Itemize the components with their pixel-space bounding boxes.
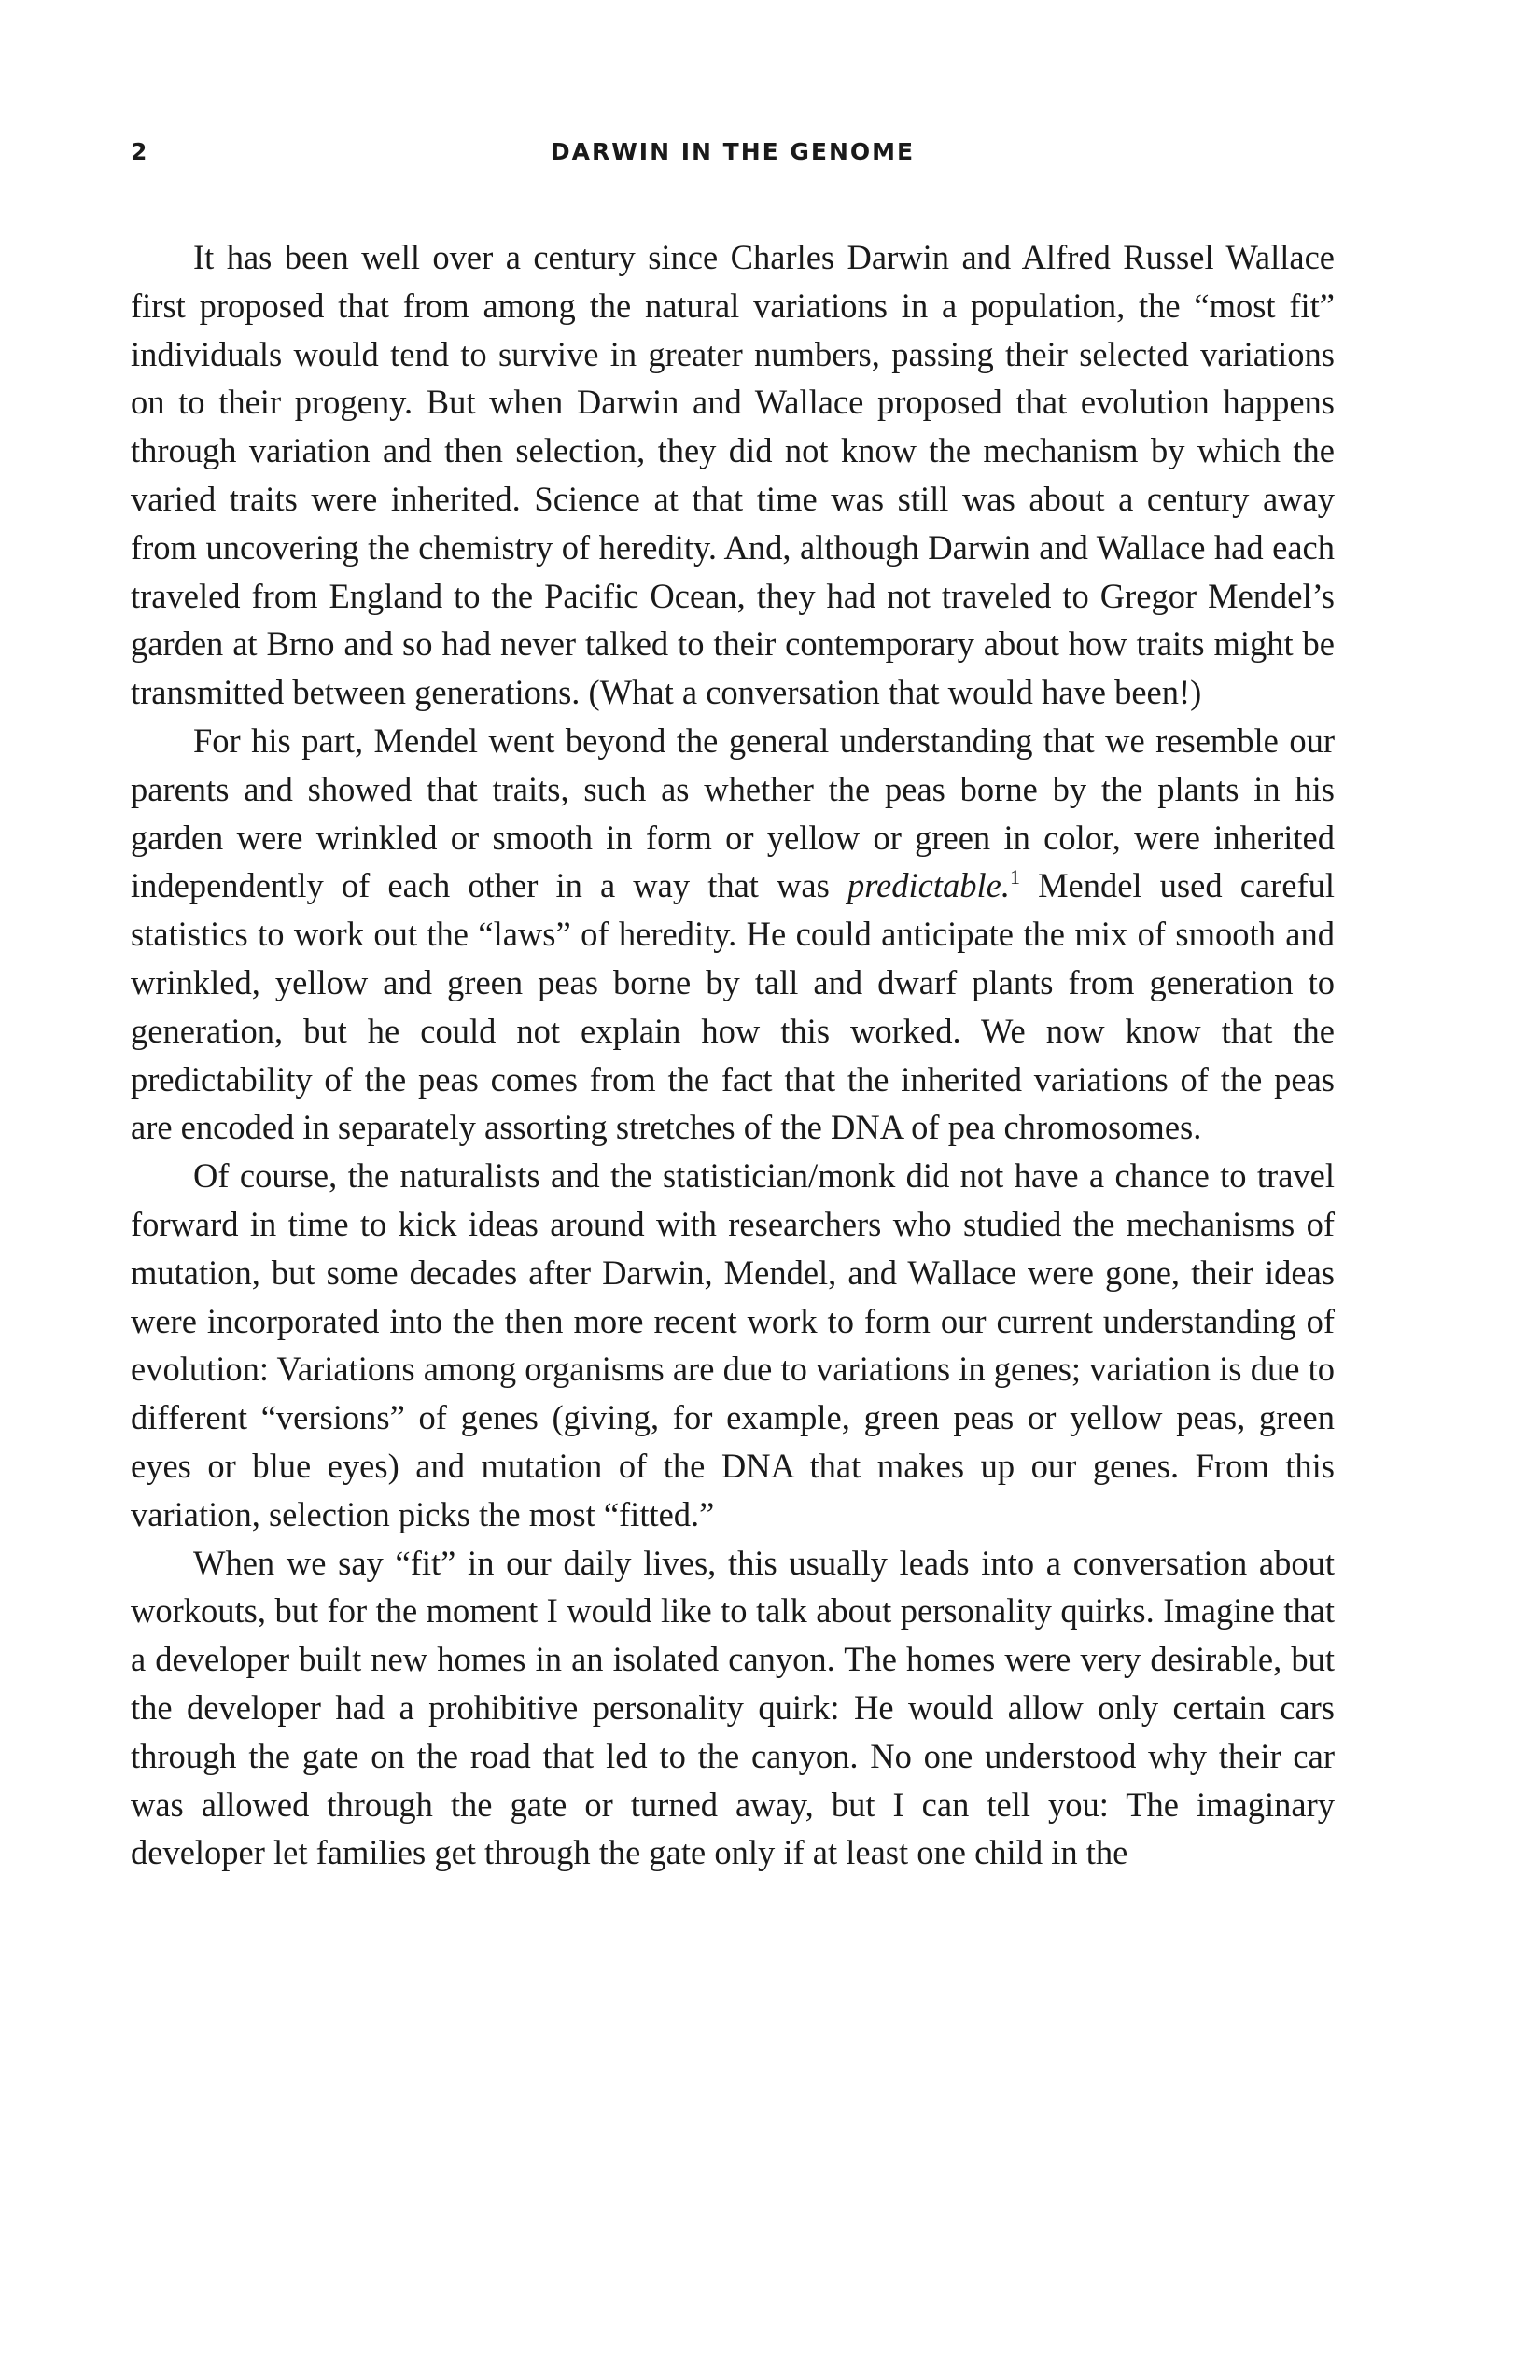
emphasis-predictable: predictable.	[847, 866, 1010, 905]
body-text	[131, 233, 1335, 1877]
paragraph-2-text-before: For his part, Mendel went beyond the general understanding that we resemble our parents and showed that traits, such as whether the peas borne by the plants in his garden were wrinkled or smooth in form or yellow or green in color, were inherited independently of each other in a way that was	[131, 721, 1335, 905]
paragraph-1: It has been well over a century since Charles Darwin and Alfred Russel Wallace first proposed that from among the natural variations in a population, the “most fit” individuals would tend to survive in greater numbers, passing their selected variations on to their progeny. But when Darwin and Wallace proposed that evolution happens through variation and then selection, they did not know the mechanism by which the varied traits were inherited. Science at that time was still was about a century away from uncovering the chemistry of heredity. And, although Darwin and Wallace had each traveled from England to the Pacific Ocean, they had not traveled to Gregor Mendel’s garden at Brno and so had never talked to their contemporary about how traits might be transmitted between generations. (What a conversation that would have been!)	[131, 238, 1335, 712]
paragraph-4: When we say “fit” in our daily lives, this usually leads into a conversation about workouts, but for the moment I would like to talk about personality quirks. Imagine that a developer built new homes in an isolated canyon. The homes were very desirable, but the developer had a prohibitive personality quirk: He would allow only certain cars through the gate on the road that led to the canyon. No one understood why their car was allowed through the gate or turned away, but I can tell you: The imaginary developer let families get through the gate only if at least one child in the	[131, 1543, 1335, 1872]
paragraph-3: Of course, the naturalists and the statistician/monk did not have a chance to travel forward in time to kick ideas around with researchers who studied the mechanisms of mutation, but some decades after Darwin, Mendel, and Wallace were gone, their ideas were incorporated into the then more recent work to form our current understanding of evolution: Variations among organisms are due to variations in genes; variation is due to different “versions” of genes (giving, for example, green peas or yellow peas, green eyes or blue eyes) and mutation of the DNA that makes up our genes. From this variation, selection picks the most “fitted.”	[131, 1156, 1335, 1533]
running-title: DARWIN IN THE GENOME	[550, 138, 916, 165]
page-number: 2	[131, 138, 149, 165]
footnote-marker[interactable]: 1	[1009, 865, 1020, 889]
paragraph-2-text-after: Mendel used careful statistics to work out the “laws” of heredity. He could anticipate the mix of smooth and wrinkled, yellow and green peas borne by tall and dwarf plants from generation to generation, but he could not explain how this worked. We now know that the predictability of the peas comes from the fact that the inherited variations of the peas are encoded in separately assorting stretches of the DNA of pea chromosomes.	[131, 866, 1335, 1147]
running-head	[131, 138, 1335, 175]
paragraph-2	[131, 717, 1335, 1152]
